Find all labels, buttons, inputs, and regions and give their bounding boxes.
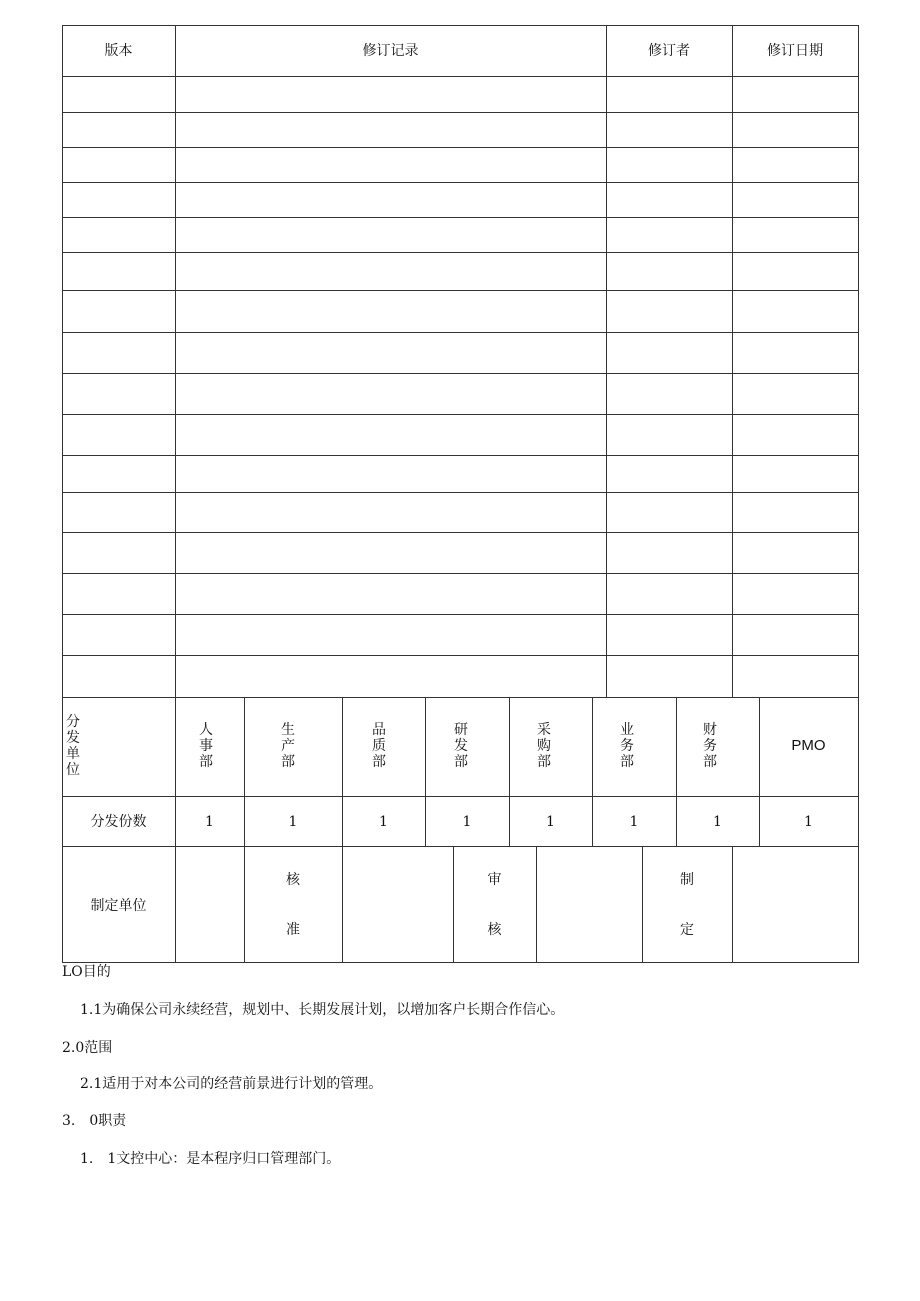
- distribution-unit-label: 分 发 单 位: [66, 714, 80, 778]
- dept-rnd: 研 发 部: [454, 722, 468, 770]
- section-2-title: 2.0范围: [62, 1040, 113, 1056]
- count-quality: 1: [379, 814, 388, 830]
- count-rnd: 1: [462, 814, 472, 830]
- count-purchasing: 1: [546, 814, 555, 830]
- count-hr: 1: [205, 814, 214, 830]
- drafting-unit-label: 制定单位: [90, 898, 147, 914]
- section-3-item: 1. 1文控中心：是本程序归口管理部门。: [80, 1151, 341, 1167]
- review-label-2: 核: [487, 922, 502, 938]
- dept-business: 业 务 部: [620, 722, 634, 770]
- section-3-title: 3. 0职责: [62, 1113, 127, 1129]
- header-reviser: 修订者: [648, 43, 690, 59]
- dept-finance: 财 务 部: [703, 722, 717, 770]
- section-1-title: LO目的: [62, 964, 111, 980]
- section-1-item: 1.1为确保公司永续经营，规划中、长期发展计划，以增加客户长期合作信心。: [80, 1002, 565, 1018]
- header-revision-date: 修订日期: [767, 43, 823, 59]
- draft-label-2: 定: [680, 922, 694, 938]
- count-pmo: 1: [804, 814, 813, 830]
- distribution-count-label: 分发份数: [90, 814, 147, 830]
- approve-label-2: 准: [286, 922, 300, 938]
- count-finance: 1: [713, 814, 722, 830]
- dept-production: 生 产 部: [281, 722, 295, 770]
- dept-hr: 人 事 部: [199, 722, 213, 770]
- review-label-1: 审: [487, 872, 502, 888]
- count-production: 1: [288, 814, 298, 830]
- approve-label-1: 核: [286, 872, 300, 888]
- dept-purchasing: 采 购 部: [537, 722, 551, 770]
- section-2-item: 2.1适用于对本公司的经营前景进行计划的管理。: [80, 1076, 383, 1092]
- dept-quality: 品 质 部: [372, 722, 386, 770]
- count-business: 1: [629, 814, 639, 830]
- header-version: 版本: [104, 43, 133, 59]
- dept-pmo: PMO: [791, 737, 826, 754]
- header-revision-record: 修订记录: [362, 43, 419, 59]
- draft-label-1: 制: [680, 872, 694, 888]
